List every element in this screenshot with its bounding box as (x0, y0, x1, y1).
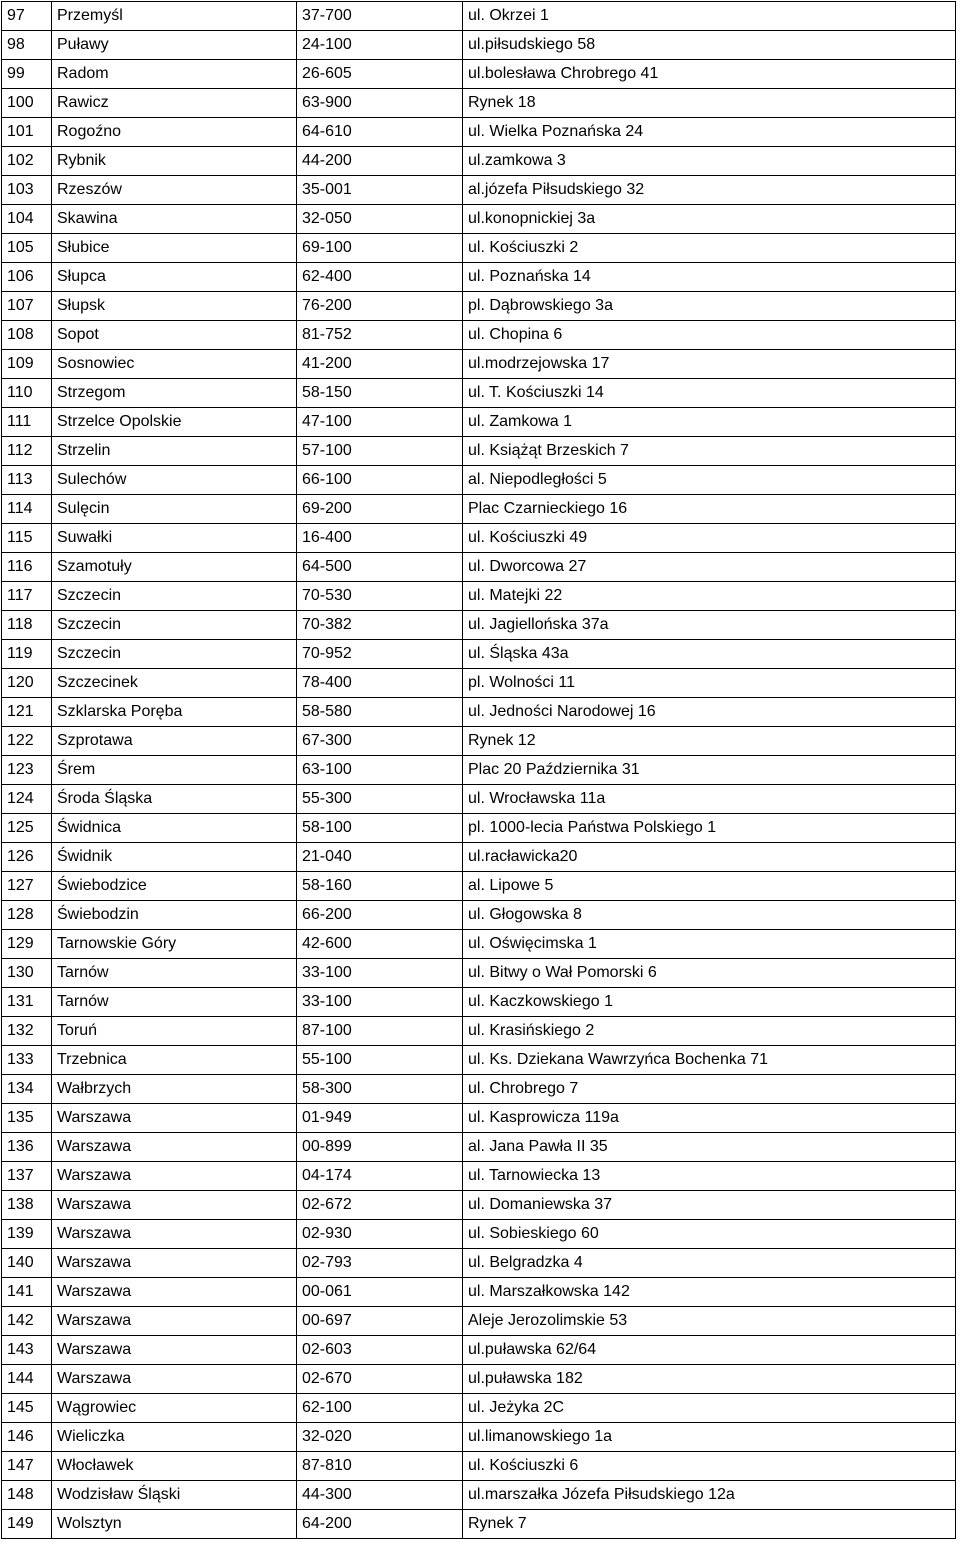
address-cell: ul.racławicka20 (463, 843, 956, 872)
row-number: 105 (2, 234, 52, 263)
row-number: 125 (2, 814, 52, 843)
postal-code-cell: 63-100 (297, 756, 463, 785)
postal-code-cell: 44-300 (297, 1481, 463, 1510)
postal-code-cell: 58-300 (297, 1075, 463, 1104)
row-number: 117 (2, 582, 52, 611)
row-number: 135 (2, 1104, 52, 1133)
table-row (2, 437, 956, 466)
postal-code-cell: 63-900 (297, 89, 463, 118)
city-cell: Sulechów (52, 466, 297, 495)
postal-code-cell: 32-020 (297, 1423, 463, 1452)
row-number: 101 (2, 118, 52, 147)
city-cell: Warszawa (52, 1104, 297, 1133)
table-row (2, 495, 956, 524)
row-number: 133 (2, 1046, 52, 1075)
city-cell: Warszawa (52, 1278, 297, 1307)
postal-code-cell: 64-610 (297, 118, 463, 147)
postal-code-cell: 69-200 (297, 495, 463, 524)
postal-code-cell: 67-300 (297, 727, 463, 756)
row-number: 121 (2, 698, 52, 727)
branch-address-table (1, 1, 956, 1539)
postal-code-cell: 64-200 (297, 1510, 463, 1539)
city-cell: Przemyśl (52, 2, 297, 31)
address-cell: ul. Kościuszki 2 (463, 234, 956, 263)
address-cell: ul. Zamkowa 1 (463, 408, 956, 437)
postal-code-cell: 16-400 (297, 524, 463, 553)
table-row (2, 1278, 956, 1307)
city-cell: Tarnów (52, 959, 297, 988)
city-cell: Słubice (52, 234, 297, 263)
row-number: 146 (2, 1423, 52, 1452)
row-number: 136 (2, 1133, 52, 1162)
address-cell: ul.puławska 62/64 (463, 1336, 956, 1365)
address-cell: ul. Jagiellońska 37a (463, 611, 956, 640)
address-cell: ul. Krasińskiego 2 (463, 1017, 956, 1046)
postal-code-cell: 62-400 (297, 263, 463, 292)
city-cell: Strzelin (52, 437, 297, 466)
postal-code-cell: 00-899 (297, 1133, 463, 1162)
table-row (2, 1510, 956, 1539)
postal-code-cell: 58-150 (297, 379, 463, 408)
address-cell: Rynek 18 (463, 89, 956, 118)
table-row (2, 988, 956, 1017)
table-row (2, 1220, 956, 1249)
table-row (2, 814, 956, 843)
row-number: 144 (2, 1365, 52, 1394)
table-body (2, 2, 956, 1539)
postal-code-cell: 00-061 (297, 1278, 463, 1307)
row-number: 147 (2, 1452, 52, 1481)
address-cell: ul. Domaniewska 37 (463, 1191, 956, 1220)
postal-code-cell: 66-100 (297, 466, 463, 495)
city-cell: Wieliczka (52, 1423, 297, 1452)
postal-code-cell: 24-100 (297, 31, 463, 60)
postal-code-cell: 58-580 (297, 698, 463, 727)
address-cell: Aleje Jerozolimskie 53 (463, 1307, 956, 1336)
table-row (2, 1249, 956, 1278)
table-row (2, 727, 956, 756)
table-row (2, 553, 956, 582)
postal-code-cell: 01-949 (297, 1104, 463, 1133)
address-cell: ul.zamkowa 3 (463, 147, 956, 176)
address-cell: ul. Kościuszki 49 (463, 524, 956, 553)
postal-code-cell: 42-600 (297, 930, 463, 959)
postal-code-cell: 00-697 (297, 1307, 463, 1336)
row-number: 114 (2, 495, 52, 524)
city-cell: Szczecin (52, 611, 297, 640)
city-cell: Wągrowiec (52, 1394, 297, 1423)
city-cell: Szczecin (52, 582, 297, 611)
city-cell: Śrem (52, 756, 297, 785)
table-row (2, 292, 956, 321)
row-number: 118 (2, 611, 52, 640)
table-row (2, 785, 956, 814)
address-cell: ul. T. Kościuszki 14 (463, 379, 956, 408)
row-number: 119 (2, 640, 52, 669)
row-number: 126 (2, 843, 52, 872)
address-cell: ul.modrzejowska 17 (463, 350, 956, 379)
address-cell: pl. Dąbrowskiego 3a (463, 292, 956, 321)
table-row (2, 1452, 956, 1481)
row-number: 123 (2, 756, 52, 785)
postal-code-cell: 44-200 (297, 147, 463, 176)
table-row (2, 60, 956, 89)
row-number: 141 (2, 1278, 52, 1307)
row-number: 116 (2, 553, 52, 582)
row-number: 111 (2, 408, 52, 437)
postal-code-cell: 21-040 (297, 843, 463, 872)
city-cell: Świebodzin (52, 901, 297, 930)
city-cell: Warszawa (52, 1336, 297, 1365)
table-row (2, 1133, 956, 1162)
address-cell: ul. Poznańska 14 (463, 263, 956, 292)
postal-code-cell: 58-100 (297, 814, 463, 843)
postal-code-cell: 64-500 (297, 553, 463, 582)
address-cell: ul. Jedności Narodowej 16 (463, 698, 956, 727)
row-number: 108 (2, 321, 52, 350)
postal-code-cell: 37-700 (297, 2, 463, 31)
postal-code-cell: 69-100 (297, 234, 463, 263)
table-row (2, 1307, 956, 1336)
row-number: 134 (2, 1075, 52, 1104)
table-row (2, 582, 956, 611)
city-cell: Środa Śląska (52, 785, 297, 814)
address-cell: al. Lipowe 5 (463, 872, 956, 901)
address-cell: ul. Wielka Poznańska 24 (463, 118, 956, 147)
address-cell: Rynek 12 (463, 727, 956, 756)
address-cell: ul. Chrobrego 7 (463, 1075, 956, 1104)
row-number: 122 (2, 727, 52, 756)
address-cell: ul.puławska 182 (463, 1365, 956, 1394)
city-cell: Sopot (52, 321, 297, 350)
row-number: 138 (2, 1191, 52, 1220)
row-number: 115 (2, 524, 52, 553)
city-cell: Toruń (52, 1017, 297, 1046)
table-row (2, 205, 956, 234)
address-cell: ul. Okrzei 1 (463, 2, 956, 31)
postal-code-cell: 58-160 (297, 872, 463, 901)
address-cell: al. Jana Pawła II 35 (463, 1133, 956, 1162)
address-cell: ul. Tarnowiecka 13 (463, 1162, 956, 1191)
row-number: 104 (2, 205, 52, 234)
row-number: 143 (2, 1336, 52, 1365)
address-cell: Plac Czarnieckiego 16 (463, 495, 956, 524)
address-cell: ul. Belgradzka 4 (463, 1249, 956, 1278)
city-cell: Warszawa (52, 1307, 297, 1336)
postal-code-cell: 26-605 (297, 60, 463, 89)
row-number: 110 (2, 379, 52, 408)
row-number: 148 (2, 1481, 52, 1510)
row-number: 132 (2, 1017, 52, 1046)
row-number: 124 (2, 785, 52, 814)
table-row (2, 1481, 956, 1510)
city-cell: Puławy (52, 31, 297, 60)
city-cell: Rzeszów (52, 176, 297, 205)
table-row (2, 1365, 956, 1394)
row-number: 120 (2, 669, 52, 698)
city-cell: Świdnik (52, 843, 297, 872)
row-number: 149 (2, 1510, 52, 1539)
address-cell: ul. Jeżyka 2C (463, 1394, 956, 1423)
city-cell: Sosnowiec (52, 350, 297, 379)
address-cell: Rynek 7 (463, 1510, 956, 1539)
city-cell: Wałbrzych (52, 1075, 297, 1104)
city-cell: Warszawa (52, 1249, 297, 1278)
city-cell: Szklarska Poręba (52, 698, 297, 727)
postal-code-cell: 33-100 (297, 959, 463, 988)
postal-code-cell: 76-200 (297, 292, 463, 321)
city-cell: Warszawa (52, 1191, 297, 1220)
table-row (2, 901, 956, 930)
city-cell: Wolsztyn (52, 1510, 297, 1539)
table-row (2, 350, 956, 379)
city-cell: Suwałki (52, 524, 297, 553)
city-cell: Skawina (52, 205, 297, 234)
postal-code-cell: 02-670 (297, 1365, 463, 1394)
row-number: 100 (2, 89, 52, 118)
row-number: 137 (2, 1162, 52, 1191)
postal-code-cell: 66-200 (297, 901, 463, 930)
address-cell: ul. Bitwy o Wał Pomorski 6 (463, 959, 956, 988)
address-cell: ul. Sobieskiego 60 (463, 1220, 956, 1249)
table-row (2, 1423, 956, 1452)
table-row (2, 1394, 956, 1423)
postal-code-cell: 02-672 (297, 1191, 463, 1220)
postal-code-cell: 62-100 (297, 1394, 463, 1423)
row-number: 127 (2, 872, 52, 901)
postal-code-cell: 87-810 (297, 1452, 463, 1481)
city-cell: Warszawa (52, 1365, 297, 1394)
postal-code-cell: 02-930 (297, 1220, 463, 1249)
address-cell: Plac 20 Października 31 (463, 756, 956, 785)
address-cell: ul.limanowskiego 1a (463, 1423, 956, 1452)
table-row (2, 408, 956, 437)
postal-code-cell: 55-300 (297, 785, 463, 814)
row-number: 103 (2, 176, 52, 205)
table-row (2, 31, 956, 60)
table-row (2, 1075, 956, 1104)
row-number: 139 (2, 1220, 52, 1249)
city-cell: Szamotuły (52, 553, 297, 582)
city-cell: Rawicz (52, 89, 297, 118)
city-cell: Strzelce Opolskie (52, 408, 297, 437)
table-row (2, 321, 956, 350)
table-row (2, 930, 956, 959)
address-cell: ul. Marszałkowska 142 (463, 1278, 956, 1307)
city-cell: Tarnowskie Góry (52, 930, 297, 959)
city-cell: Sulęcin (52, 495, 297, 524)
address-cell: ul. Głogowska 8 (463, 901, 956, 930)
address-cell: ul. Oświęcimska 1 (463, 930, 956, 959)
table-row (2, 1191, 956, 1220)
city-cell: Radom (52, 60, 297, 89)
table-row (2, 756, 956, 785)
address-cell: ul.piłsudskiego 58 (463, 31, 956, 60)
postal-code-cell: 70-530 (297, 582, 463, 611)
table-row (2, 640, 956, 669)
row-number: 130 (2, 959, 52, 988)
postal-code-cell: 47-100 (297, 408, 463, 437)
city-cell: Rybnik (52, 147, 297, 176)
city-cell: Wodzisław Śląski (52, 1481, 297, 1510)
row-number: 128 (2, 901, 52, 930)
postal-code-cell: 35-001 (297, 176, 463, 205)
city-cell: Warszawa (52, 1220, 297, 1249)
city-cell: Warszawa (52, 1162, 297, 1191)
address-cell: ul. Ks. Dziekana Wawrzyńca Bochenka 71 (463, 1046, 956, 1075)
table-row (2, 147, 956, 176)
city-cell: Szczecinek (52, 669, 297, 698)
city-cell: Tarnów (52, 988, 297, 1017)
postal-code-cell: 70-382 (297, 611, 463, 640)
city-cell: Strzegom (52, 379, 297, 408)
address-cell: ul. Książąt Brzeskich 7 (463, 437, 956, 466)
table-row (2, 872, 956, 901)
postal-code-cell: 57-100 (297, 437, 463, 466)
postal-code-cell: 33-100 (297, 988, 463, 1017)
city-cell: Szczecin (52, 640, 297, 669)
row-number: 98 (2, 31, 52, 60)
row-number: 145 (2, 1394, 52, 1423)
city-cell: Słupsk (52, 292, 297, 321)
city-cell: Warszawa (52, 1133, 297, 1162)
address-cell: ul. Dworcowa 27 (463, 553, 956, 582)
table-row (2, 1104, 956, 1133)
table-row (2, 698, 956, 727)
city-cell: Świdnica (52, 814, 297, 843)
address-cell: ul. Kaczkowskiego 1 (463, 988, 956, 1017)
city-cell: Rogoźno (52, 118, 297, 147)
table-row (2, 1336, 956, 1365)
row-number: 142 (2, 1307, 52, 1336)
postal-code-cell: 41-200 (297, 350, 463, 379)
table-row (2, 176, 956, 205)
address-cell: ul. Chopina 6 (463, 321, 956, 350)
table-row (2, 118, 956, 147)
city-cell: Trzebnica (52, 1046, 297, 1075)
postal-code-cell: 32-050 (297, 205, 463, 234)
address-cell: al.józefa Piłsudskiego 32 (463, 176, 956, 205)
table-row (2, 959, 956, 988)
table-row (2, 1017, 956, 1046)
postal-code-cell: 70-952 (297, 640, 463, 669)
table-row (2, 1046, 956, 1075)
table-row (2, 2, 956, 31)
table-row (2, 843, 956, 872)
city-cell: Świebodzice (52, 872, 297, 901)
table-row (2, 89, 956, 118)
row-number: 99 (2, 60, 52, 89)
table-row (2, 669, 956, 698)
row-number: 140 (2, 1249, 52, 1278)
table-row (2, 263, 956, 292)
city-cell: Szprotawa (52, 727, 297, 756)
table-row (2, 524, 956, 553)
address-cell: pl. Wolności 11 (463, 669, 956, 698)
row-number: 102 (2, 147, 52, 176)
row-number: 112 (2, 437, 52, 466)
address-cell: ul. Kasprowicza 119a (463, 1104, 956, 1133)
address-cell: ul.marszałka Józefa Piłsudskiego 12a (463, 1481, 956, 1510)
address-cell: ul. Wrocławska 11a (463, 785, 956, 814)
table-row (2, 234, 956, 263)
city-cell: Włocławek (52, 1452, 297, 1481)
address-cell: ul. Śląska 43a (463, 640, 956, 669)
postal-code-cell: 81-752 (297, 321, 463, 350)
row-number: 106 (2, 263, 52, 292)
row-number: 107 (2, 292, 52, 321)
table-row (2, 379, 956, 408)
address-cell: pl. 1000-lecia Państwa Polskiego 1 (463, 814, 956, 843)
table-row (2, 611, 956, 640)
postal-code-cell: 04-174 (297, 1162, 463, 1191)
postal-code-cell: 78-400 (297, 669, 463, 698)
address-cell: ul. Kościuszki 6 (463, 1452, 956, 1481)
address-cell: al. Niepodległości 5 (463, 466, 956, 495)
address-cell: ul.konopnickiej 3a (463, 205, 956, 234)
postal-code-cell: 87-100 (297, 1017, 463, 1046)
row-number: 129 (2, 930, 52, 959)
table-row (2, 1162, 956, 1191)
postal-code-cell: 55-100 (297, 1046, 463, 1075)
postal-code-cell: 02-793 (297, 1249, 463, 1278)
address-cell: ul.bolesława Chrobrego 41 (463, 60, 956, 89)
address-cell: ul. Matejki 22 (463, 582, 956, 611)
row-number: 131 (2, 988, 52, 1017)
table-row (2, 466, 956, 495)
row-number: 113 (2, 466, 52, 495)
row-number: 97 (2, 2, 52, 31)
row-number: 109 (2, 350, 52, 379)
postal-code-cell: 02-603 (297, 1336, 463, 1365)
city-cell: Słupca (52, 263, 297, 292)
